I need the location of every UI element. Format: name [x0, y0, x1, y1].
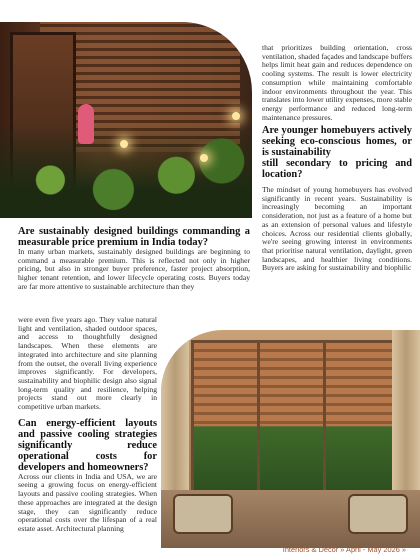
body-paragraph: were even five years ago. They value natural light and ventilation, shaded outdoor spaces, and access to thoughtfully designed landscapes. When these elements are integrated into architecture and site planning from the outset, the overall living experience improves significantly. For developers, sustainability and biophilic design also signal long-term quality and resilience, helping projects stand out more clearly in competitive urban markets.	[18, 315, 157, 412]
right-column-top	[262, 44, 412, 180]
glass-window	[191, 340, 397, 496]
left-column-top	[18, 226, 250, 292]
body-paragraph: Across our clients in India and USA, we are seeing a growing focus on energy-efficient layouts and passive cooling strategies. When these approaches are integrated at the design stage, they can significantly reduce operational costs over the lifespan of a real estate asset. Architectural planning	[18, 471, 157, 533]
section-heading: Are younger homebuyers actively seeking eco-conscious homes, or is sustainability	[262, 125, 412, 159]
garden-plants	[0, 123, 252, 218]
window-mullion	[323, 340, 326, 490]
garden-lamp	[120, 140, 128, 148]
section-heading-cont: still secondary to pricing and location?	[262, 158, 412, 181]
section-heading: Are sustainably designed buildings commanding a measurable price premium in India today?	[18, 226, 250, 248]
section-heading: Can energy-efficient layouts and passive cooling strategies significantly reduce operational costs for developers and homeowners?	[18, 417, 157, 473]
right-column-mid	[262, 186, 412, 273]
armchair	[348, 494, 408, 534]
page-footer: Interiors & Décor » April - May 2026 »	[282, 545, 406, 554]
garden-lamp	[232, 112, 240, 120]
armchair	[173, 494, 233, 534]
window-mullion	[257, 340, 260, 490]
body-paragraph: In many urban markets, sustainably designed buildings are beginning to command a measurable premium. This is reflected not only in higher pricing, but also in stronger buyer preference, faster project absorption, higher tenant retention, and lower lifecycle operating costs. Buyers today are far more attentive to sustainable architecture than they	[18, 247, 250, 291]
body-paragraph: that prioritizes building orientation, cross ventilation, shaded façades and landscape buffers helps limit heat gain and reduces dependence on cooling systems. The result is lower electricity consumption while maintaining comfortable indoor environments throughout the year. This translates into lower utility expenses, more stable energy performance and reduced long-term maintenance pressures.	[262, 43, 412, 122]
garden-lamp	[200, 154, 208, 162]
courtyard-garden-photo	[0, 22, 252, 218]
flamingo-sculpture	[78, 104, 94, 144]
living-room-photo	[161, 330, 420, 548]
body-paragraph: The mindset of young homebuyers has evolved significantly in recent years. Sustainability is increasingly becoming an important consideration, not just as a feature of a home but as an extension of personal values and lifestyle choices. Across our residential clients globally, we're seeing growing interest in environments that prioritise natural ventilation, daylight, green landscapes, and healthier living conditions. Buyers are asking for sustainability and biophilic	[262, 185, 412, 273]
left-column-narrow	[18, 316, 157, 534]
